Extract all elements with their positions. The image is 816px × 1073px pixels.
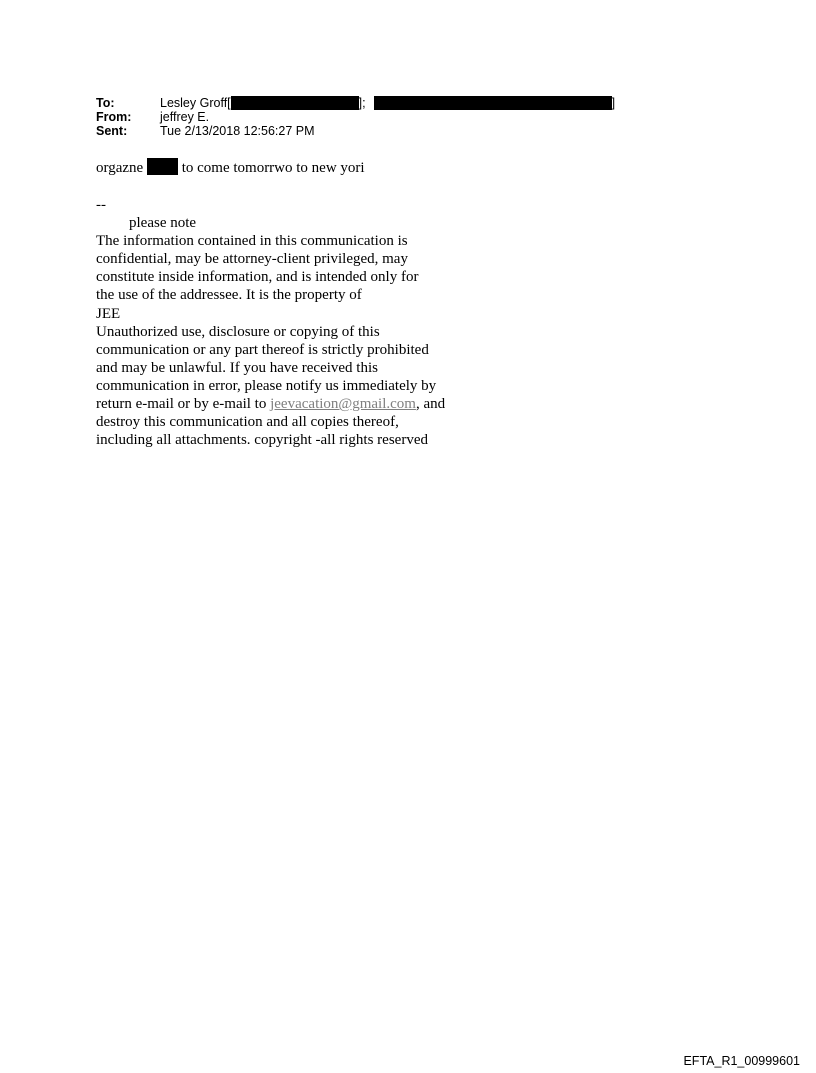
from-value: jeffrey E. bbox=[160, 110, 210, 124]
to-label: To: bbox=[96, 96, 115, 110]
disclaimer-email-line bbox=[96, 395, 445, 413]
from-label: From: bbox=[96, 110, 132, 124]
disclaimer-line: and may be unlawful. If you have received this bbox=[96, 359, 378, 376]
disclaimer-line: JEE bbox=[96, 305, 121, 322]
email-link[interactable]: jeevacation@gmail.com bbox=[270, 396, 416, 413]
disclaimer-line: Unauthorized use, disclosure or copying of this bbox=[96, 323, 380, 340]
disclaimer-line: communication in error, please notify us immediately by bbox=[96, 377, 437, 394]
to-row bbox=[96, 96, 615, 110]
redaction-block bbox=[231, 96, 359, 110]
to-separator: ]; bbox=[358, 96, 366, 110]
disclaimer-line: the use of the addressee. It is the property of bbox=[96, 287, 362, 304]
signature-separator: -- bbox=[96, 197, 106, 213]
signature-block bbox=[96, 196, 445, 449]
disclaimer-line: destroy this communication and all copies thereof, bbox=[96, 414, 399, 431]
disclaimer-line: communication or any part thereof is strictly prohibited bbox=[96, 341, 429, 358]
to-recipient-name: Lesley Groff[ bbox=[160, 96, 231, 110]
disclaimer-line: confidential, may be attorney-client privileged, may bbox=[96, 251, 408, 268]
disclaimer-line: The information contained in this communication is bbox=[96, 233, 408, 250]
sent-value: Tue 2/13/2018 12:56:27 PM bbox=[160, 124, 315, 138]
disclaimer-line: including all attachments. copyright -all rights reserved bbox=[96, 432, 428, 449]
sent-row bbox=[96, 124, 615, 138]
email-header bbox=[96, 96, 615, 138]
to-end-bracket: ] bbox=[611, 96, 616, 110]
redaction-block bbox=[147, 158, 178, 175]
from-row bbox=[96, 110, 615, 124]
message-body bbox=[96, 158, 365, 177]
email-line-suffix: , and bbox=[415, 396, 446, 413]
message-text-after: to come tomorrwo to new yori bbox=[181, 160, 365, 176]
email-line-prefix: return e-mail or by e-mail to bbox=[96, 396, 267, 413]
redaction-block bbox=[374, 96, 612, 110]
message-text-before: orgazne bbox=[96, 160, 144, 176]
document-id: EFTA_R1_00999601 bbox=[683, 1054, 800, 1068]
to-value bbox=[160, 96, 615, 110]
sent-label: Sent: bbox=[96, 124, 128, 138]
disclaimer-line: constitute inside information, and is intended only for bbox=[96, 269, 419, 286]
signature-note: please note bbox=[129, 215, 197, 232]
